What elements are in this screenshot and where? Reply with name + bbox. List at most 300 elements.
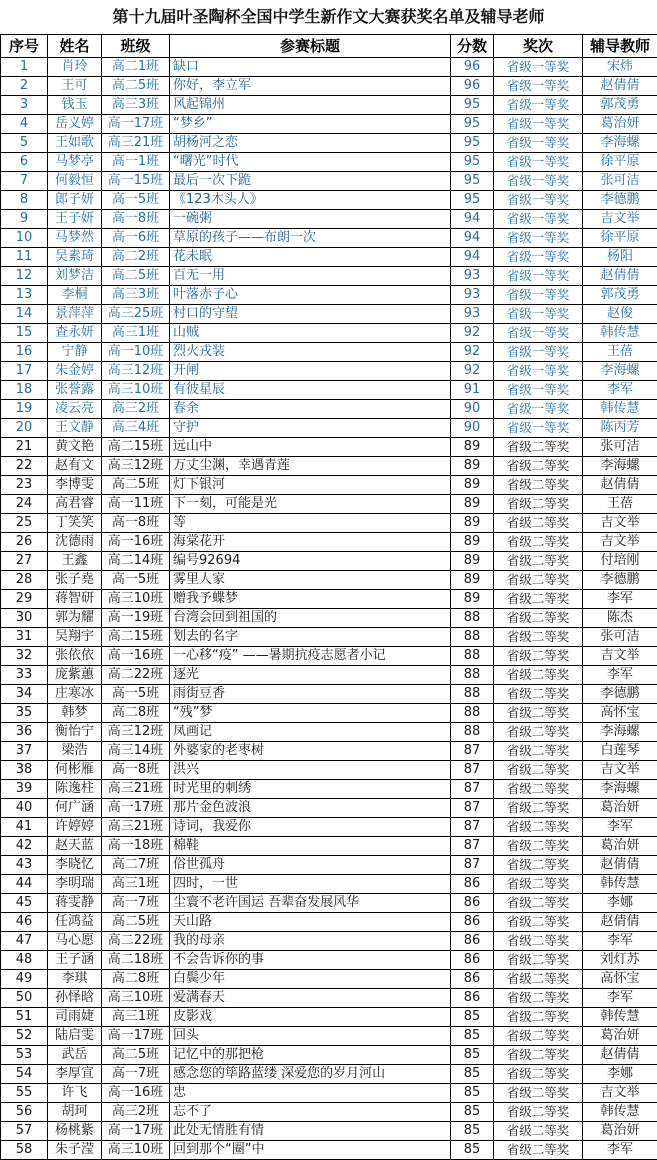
cell-teacher: 杨阳 xyxy=(583,248,657,267)
cell-class: 高二2班 xyxy=(102,248,170,267)
cell-no: 6 xyxy=(1,153,48,172)
cell-no: 8 xyxy=(1,191,48,210)
cell-name: 黄文艳 xyxy=(48,438,102,457)
cell-teacher: 赵倩倩 xyxy=(583,1046,657,1065)
table-row xyxy=(1,723,657,742)
cell-no: 2 xyxy=(1,77,48,96)
cell-no: 13 xyxy=(1,286,48,305)
cell-teacher: 李海螺 xyxy=(583,362,657,381)
table-row xyxy=(1,533,657,552)
cell-name: 宁静 xyxy=(48,343,102,362)
cell-score: 90 xyxy=(451,400,494,419)
table-row xyxy=(1,989,657,1008)
cell-entry-title: 烈火戎装 xyxy=(170,343,451,362)
cell-class: 高二22班 xyxy=(102,666,170,685)
cell-award: 省级二等奖 xyxy=(494,533,583,552)
cell-award: 省级二等奖 xyxy=(494,514,583,533)
cell-teacher: 李军 xyxy=(583,989,657,1008)
cell-award: 省级一等奖 xyxy=(494,286,583,305)
cell-no: 44 xyxy=(1,875,48,894)
cell-score: 86 xyxy=(451,970,494,989)
cell-teacher: 吉文举 xyxy=(583,533,657,552)
table-row xyxy=(1,1103,657,1122)
cell-class: 高三4班 xyxy=(102,419,170,438)
cell-entry-title: 洪兴 xyxy=(170,761,451,780)
cell-teacher: 刘灯苏 xyxy=(583,951,657,970)
cell-teacher: 高怀宝 xyxy=(583,704,657,723)
cell-class: 高一16班 xyxy=(102,1084,170,1103)
cell-entry-title: 忠 xyxy=(170,1084,451,1103)
cell-entry-title: 百无一用 xyxy=(170,267,451,286)
table-row xyxy=(1,1122,657,1141)
cell-teacher: 徐平原 xyxy=(583,229,657,248)
cell-no: 39 xyxy=(1,780,48,799)
table-row xyxy=(1,210,657,229)
cell-name: 何彬雁 xyxy=(48,761,102,780)
cell-class: 高一16班 xyxy=(102,647,170,666)
table-row xyxy=(1,761,657,780)
cell-award: 省级二等奖 xyxy=(494,970,583,989)
cell-class: 高二15班 xyxy=(102,438,170,457)
cell-teacher: 韩传慧 xyxy=(583,875,657,894)
cell-teacher: 白莲琴 xyxy=(583,742,657,761)
cell-entry-title: 棉鞋 xyxy=(170,837,451,856)
cell-award: 省级一等奖 xyxy=(494,115,583,134)
table-body xyxy=(1,58,657,1160)
cell-award: 省级一等奖 xyxy=(494,267,583,286)
cell-teacher: 葛治妍 xyxy=(583,837,657,856)
page-title: 第十九届叶圣陶杯全国中学生新作文大赛获奖名单及辅导老师 xyxy=(0,0,657,34)
cell-score: 85 xyxy=(451,1084,494,1103)
cell-teacher: 李军 xyxy=(583,932,657,951)
cell-name: 王鑫 xyxy=(48,552,102,571)
cell-name: 马梦然 xyxy=(48,229,102,248)
cell-teacher: 吉文举 xyxy=(583,210,657,229)
cell-score: 93 xyxy=(451,286,494,305)
cell-entry-title: 白鬓少年 xyxy=(170,970,451,989)
cell-entry-title: 雾里人家 xyxy=(170,571,451,590)
table-row xyxy=(1,628,657,647)
cell-name: 庞紫蕙 xyxy=(48,666,102,685)
cell-score: 96 xyxy=(451,77,494,96)
cell-teacher: 赵倩倩 xyxy=(583,476,657,495)
cell-class: 高一8班 xyxy=(102,514,170,533)
cell-no: 51 xyxy=(1,1008,48,1027)
cell-award: 省级二等奖 xyxy=(494,1084,583,1103)
cell-award: 省级二等奖 xyxy=(494,951,583,970)
cell-teacher: 李海螺 xyxy=(583,134,657,153)
cell-score: 95 xyxy=(451,153,494,172)
cell-score: 89 xyxy=(451,438,494,457)
cell-entry-title: 等 xyxy=(170,514,451,533)
cell-no: 38 xyxy=(1,761,48,780)
cell-score: 89 xyxy=(451,552,494,571)
cell-award: 省级二等奖 xyxy=(494,1103,583,1122)
cell-no: 27 xyxy=(1,552,48,571)
cell-class: 高二14班 xyxy=(102,552,170,571)
cell-name: 赵有文 xyxy=(48,457,102,476)
cell-no: 17 xyxy=(1,362,48,381)
cell-class: 高二5班 xyxy=(102,267,170,286)
table-row xyxy=(1,875,657,894)
cell-score: 95 xyxy=(451,134,494,153)
cell-no: 55 xyxy=(1,1084,48,1103)
cell-no: 12 xyxy=(1,267,48,286)
header-score: 分数 xyxy=(451,35,494,58)
cell-class: 高三1班 xyxy=(102,324,170,343)
cell-score: 86 xyxy=(451,894,494,913)
cell-entry-title: 不会告诉你的事 xyxy=(170,951,451,970)
cell-award: 省级一等奖 xyxy=(494,381,583,400)
cell-entry-title: 海棠花开 xyxy=(170,533,451,552)
cell-teacher: 赵俊 xyxy=(583,305,657,324)
cell-no: 26 xyxy=(1,533,48,552)
cell-no: 48 xyxy=(1,951,48,970)
cell-award: 省级一等奖 xyxy=(494,153,583,172)
cell-entry-title: 最后一次下跪 xyxy=(170,172,451,191)
cell-award: 省级一等奖 xyxy=(494,324,583,343)
cell-name: 李晓忆 xyxy=(48,856,102,875)
cell-score: 95 xyxy=(451,115,494,134)
cell-no: 20 xyxy=(1,419,48,438)
cell-no: 9 xyxy=(1,210,48,229)
cell-class: 高三1班 xyxy=(102,875,170,894)
cell-award: 省级二等奖 xyxy=(494,495,583,514)
cell-entry-title: 忘不了 xyxy=(170,1103,451,1122)
cell-name: 杨桃紫 xyxy=(48,1122,102,1141)
cell-class: 高一19班 xyxy=(102,609,170,628)
cell-entry-title: 此处无情胜有情 xyxy=(170,1122,451,1141)
cell-class: 高二8班 xyxy=(102,970,170,989)
cell-teacher: 赵倩倩 xyxy=(583,77,657,96)
cell-score: 85 xyxy=(451,1046,494,1065)
cell-entry-title: 那片金色波浪 xyxy=(170,799,451,818)
cell-no: 57 xyxy=(1,1122,48,1141)
cell-name: 司雨婕 xyxy=(48,1008,102,1027)
cell-teacher: 赵倩倩 xyxy=(583,913,657,932)
header-award: 奖次 xyxy=(494,35,583,58)
cell-teacher: 李海螺 xyxy=(583,780,657,799)
table-row xyxy=(1,666,657,685)
cell-entry-title: 爱满春天 xyxy=(170,989,451,1008)
cell-award: 省级一等奖 xyxy=(494,191,583,210)
cell-award: 省级二等奖 xyxy=(494,590,583,609)
cell-teacher: 李军 xyxy=(583,666,657,685)
cell-award: 省级二等奖 xyxy=(494,1065,583,1084)
cell-name: 张誉露 xyxy=(48,381,102,400)
cell-class: 高三21班 xyxy=(102,818,170,837)
cell-no: 34 xyxy=(1,685,48,704)
cell-award: 省级二等奖 xyxy=(494,1122,583,1141)
cell-no: 1 xyxy=(1,58,48,77)
cell-name: 景萍萍 xyxy=(48,305,102,324)
table-row xyxy=(1,115,657,134)
cell-no: 50 xyxy=(1,989,48,1008)
cell-teacher: 李海螺 xyxy=(583,457,657,476)
cell-name: 吴翔宇 xyxy=(48,628,102,647)
cell-entry-title: 万丈尘渊，幸遇青莲 xyxy=(170,457,451,476)
table-row xyxy=(1,229,657,248)
cell-teacher: 李德鹏 xyxy=(583,685,657,704)
cell-score: 92 xyxy=(451,324,494,343)
table-row xyxy=(1,1084,657,1103)
cell-no: 58 xyxy=(1,1141,48,1160)
cell-entry-title: 时光里的刺绣 xyxy=(170,780,451,799)
cell-no: 54 xyxy=(1,1065,48,1084)
cell-name: 朱子滢 xyxy=(48,1141,102,1160)
cell-class: 高三2班 xyxy=(102,1103,170,1122)
cell-award: 省级二等奖 xyxy=(494,913,583,932)
cell-score: 88 xyxy=(451,723,494,742)
cell-entry-title: 回到那个“圈”中 xyxy=(170,1141,451,1160)
cell-score: 91 xyxy=(451,381,494,400)
cell-class: 高一5班 xyxy=(102,571,170,590)
cell-no: 3 xyxy=(1,96,48,115)
cell-score: 96 xyxy=(451,58,494,77)
cell-name: 胡珂 xyxy=(48,1103,102,1122)
cell-award: 省级一等奖 xyxy=(494,343,583,362)
table-row xyxy=(1,134,657,153)
cell-class: 高三14班 xyxy=(102,742,170,761)
cell-no: 40 xyxy=(1,799,48,818)
table-row xyxy=(1,590,657,609)
table-row xyxy=(1,267,657,286)
cell-teacher: 张可洁 xyxy=(583,438,657,457)
cell-award: 省级一等奖 xyxy=(494,419,583,438)
cell-score: 87 xyxy=(451,742,494,761)
cell-entry-title: 记忆中的那把枪 xyxy=(170,1046,451,1065)
cell-class: 高三12班 xyxy=(102,362,170,381)
cell-no: 19 xyxy=(1,400,48,419)
cell-score: 95 xyxy=(451,172,494,191)
table-row xyxy=(1,837,657,856)
table-row xyxy=(1,286,657,305)
cell-award: 省级二等奖 xyxy=(494,723,583,742)
cell-class: 高二5班 xyxy=(102,1046,170,1065)
cell-entry-title: 《123木头人》 xyxy=(170,191,451,210)
cell-no: 42 xyxy=(1,837,48,856)
cell-class: 高二18班 xyxy=(102,951,170,970)
cell-score: 86 xyxy=(451,989,494,1008)
cell-no: 23 xyxy=(1,476,48,495)
cell-entry-title: 有彼星辰 xyxy=(170,381,451,400)
cell-no: 52 xyxy=(1,1027,48,1046)
table-row xyxy=(1,400,657,419)
cell-no: 45 xyxy=(1,894,48,913)
cell-name: 丁笑笑 xyxy=(48,514,102,533)
table-row xyxy=(1,248,657,267)
cell-class: 高二8班 xyxy=(102,704,170,723)
cell-teacher: 吉文举 xyxy=(583,1084,657,1103)
cell-no: 7 xyxy=(1,172,48,191)
cell-no: 32 xyxy=(1,647,48,666)
cell-name: 许飞 xyxy=(48,1084,102,1103)
cell-award: 省级二等奖 xyxy=(494,685,583,704)
cell-name: 朱金婷 xyxy=(48,362,102,381)
cell-class: 高二1班 xyxy=(102,58,170,77)
cell-teacher: 葛治妍 xyxy=(583,1027,657,1046)
cell-award: 省级一等奖 xyxy=(494,134,583,153)
table-row xyxy=(1,799,657,818)
cell-entry-title: 下一刻，可能是光 xyxy=(170,495,451,514)
cell-class: 高二5班 xyxy=(102,476,170,495)
header-no: 序号 xyxy=(1,35,48,58)
cell-no: 41 xyxy=(1,818,48,837)
cell-award: 省级一等奖 xyxy=(494,210,583,229)
cell-entry-title: 划去的名字 xyxy=(170,628,451,647)
cell-name: 王文静 xyxy=(48,419,102,438)
cell-entry-title: “梦乡” xyxy=(170,115,451,134)
table-row xyxy=(1,96,657,115)
cell-name: 许婷婷 xyxy=(48,818,102,837)
cell-entry-title: 春余 xyxy=(170,400,451,419)
cell-score: 95 xyxy=(451,96,494,115)
table-row xyxy=(1,438,657,457)
cell-entry-title: “残”梦 xyxy=(170,704,451,723)
cell-award: 省级二等奖 xyxy=(494,571,583,590)
cell-award: 省级二等奖 xyxy=(494,761,583,780)
cell-award: 省级二等奖 xyxy=(494,1027,583,1046)
cell-no: 14 xyxy=(1,305,48,324)
cell-teacher: 张可洁 xyxy=(583,172,657,191)
cell-score: 94 xyxy=(451,210,494,229)
cell-award: 省级一等奖 xyxy=(494,172,583,191)
cell-name: 李博雯 xyxy=(48,476,102,495)
table-row xyxy=(1,647,657,666)
cell-no: 28 xyxy=(1,571,48,590)
cell-score: 89 xyxy=(451,514,494,533)
cell-teacher: 李娜 xyxy=(583,894,657,913)
cell-teacher: 吉文举 xyxy=(583,514,657,533)
cell-class: 高一16班 xyxy=(102,533,170,552)
cell-score: 86 xyxy=(451,951,494,970)
table-row xyxy=(1,457,657,476)
award-table xyxy=(0,34,657,1160)
cell-class: 高三2班 xyxy=(102,400,170,419)
cell-award: 省级二等奖 xyxy=(494,1008,583,1027)
cell-name: 张依依 xyxy=(48,647,102,666)
cell-name: 韩梦 xyxy=(48,704,102,723)
cell-entry-title: 你好，李立军 xyxy=(170,77,451,96)
cell-teacher: 郭茂勇 xyxy=(583,96,657,115)
cell-name: 庄寒冰 xyxy=(48,685,102,704)
cell-entry-title: 风起锦州 xyxy=(170,96,451,115)
cell-entry-title: 凤画记 xyxy=(170,723,451,742)
cell-entry-title: 编号92694 xyxy=(170,552,451,571)
cell-score: 95 xyxy=(451,191,494,210)
table-row xyxy=(1,913,657,932)
cell-teacher: 李德鹏 xyxy=(583,571,657,590)
cell-award: 省级二等奖 xyxy=(494,818,583,837)
cell-score: 89 xyxy=(451,590,494,609)
cell-name: 王可 xyxy=(48,77,102,96)
cell-class: 高一7班 xyxy=(102,1065,170,1084)
table-row xyxy=(1,856,657,875)
table-row xyxy=(1,77,657,96)
cell-no: 36 xyxy=(1,723,48,742)
cell-entry-title: 一碗粥 xyxy=(170,210,451,229)
cell-score: 89 xyxy=(451,457,494,476)
cell-class: 高二22班 xyxy=(102,932,170,951)
table-row xyxy=(1,343,657,362)
cell-teacher: 郭茂勇 xyxy=(583,286,657,305)
cell-class: 高一8班 xyxy=(102,210,170,229)
cell-class: 高一11班 xyxy=(102,495,170,514)
cell-entry-title: 俗世孤舟 xyxy=(170,856,451,875)
table-row xyxy=(1,153,657,172)
cell-score: 89 xyxy=(451,571,494,590)
cell-score: 87 xyxy=(451,780,494,799)
table-row xyxy=(1,305,657,324)
cell-award: 省级二等奖 xyxy=(494,647,583,666)
cell-name: 吴素琦 xyxy=(48,248,102,267)
cell-name: 李桐 xyxy=(48,286,102,305)
cell-teacher: 高怀宝 xyxy=(583,970,657,989)
cell-name: 陈逸柱 xyxy=(48,780,102,799)
cell-name: 郎子妍 xyxy=(48,191,102,210)
cell-name: 肖玲 xyxy=(48,58,102,77)
table-row xyxy=(1,58,657,77)
cell-award: 省级二等奖 xyxy=(494,457,583,476)
cell-entry-title: 灯下银河 xyxy=(170,476,451,495)
cell-class: 高一8班 xyxy=(102,761,170,780)
cell-name: 马梦亭 xyxy=(48,153,102,172)
cell-name: 查永妍 xyxy=(48,324,102,343)
cell-award: 省级二等奖 xyxy=(494,476,583,495)
cell-no: 5 xyxy=(1,134,48,153)
cell-name: 梁浩 xyxy=(48,742,102,761)
cell-name: 高君睿 xyxy=(48,495,102,514)
cell-name: 王子妍 xyxy=(48,210,102,229)
cell-award: 省级一等奖 xyxy=(494,229,583,248)
cell-teacher: 李德鹏 xyxy=(583,191,657,210)
cell-class: 高一18班 xyxy=(102,837,170,856)
cell-no: 31 xyxy=(1,628,48,647)
cell-class: 高一7班 xyxy=(102,894,170,913)
cell-award: 省级二等奖 xyxy=(494,932,583,951)
cell-entry-title: 开闸 xyxy=(170,362,451,381)
table-row xyxy=(1,609,657,628)
cell-entry-title: 赠我予蝶梦 xyxy=(170,590,451,609)
table-row xyxy=(1,1141,657,1160)
cell-entry-title: 皮影戏 xyxy=(170,1008,451,1027)
cell-no: 47 xyxy=(1,932,48,951)
cell-name: 赵天蓝 xyxy=(48,837,102,856)
cell-teacher: 韩传慧 xyxy=(583,324,657,343)
cell-score: 89 xyxy=(451,533,494,552)
cell-name: 王子涵 xyxy=(48,951,102,970)
cell-award: 省级二等奖 xyxy=(494,780,583,799)
table-row xyxy=(1,571,657,590)
header-entry-title: 参赛标题 xyxy=(170,35,451,58)
cell-score: 92 xyxy=(451,362,494,381)
cell-name: 岳义婷 xyxy=(48,115,102,134)
cell-class: 高二5班 xyxy=(102,913,170,932)
cell-score: 88 xyxy=(451,609,494,628)
cell-award: 省级一等奖 xyxy=(494,400,583,419)
cell-name: 何毅恒 xyxy=(48,172,102,191)
cell-award: 省级二等奖 xyxy=(494,875,583,894)
cell-award: 省级一等奖 xyxy=(494,305,583,324)
cell-name: 刘梦洁 xyxy=(48,267,102,286)
cell-teacher: 王蓓 xyxy=(583,343,657,362)
cell-no: 4 xyxy=(1,115,48,134)
cell-score: 87 xyxy=(451,818,494,837)
cell-teacher: 葛治妍 xyxy=(583,115,657,134)
cell-award: 省级二等奖 xyxy=(494,552,583,571)
table-row xyxy=(1,1008,657,1027)
cell-teacher: 李军 xyxy=(583,818,657,837)
